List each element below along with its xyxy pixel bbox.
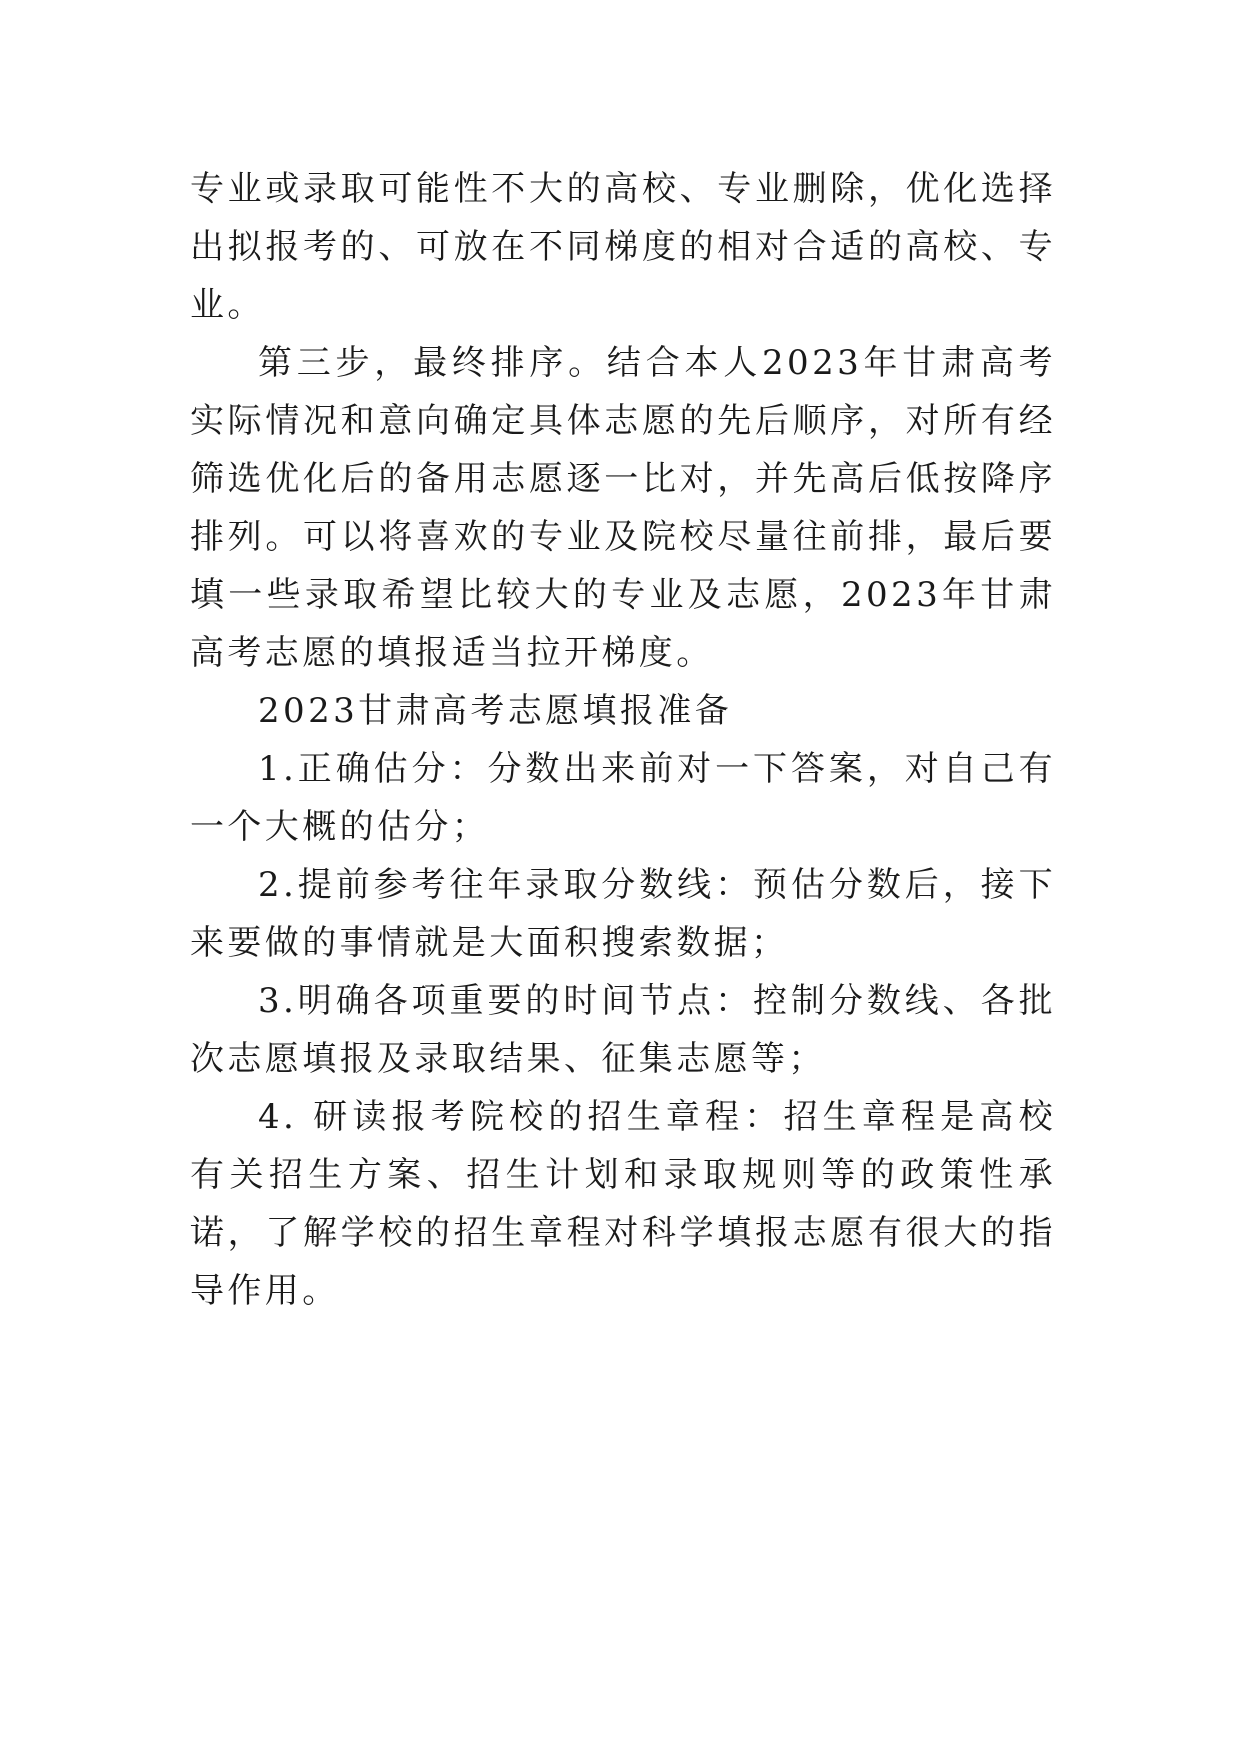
list-item-4: 4. 研读报考院校的招生章程：招生章程是高校有关招生方案、招生计划和录取规则等的政策性承诺，了解学校的招生章程对科学填报志愿有很大的指导作用。	[190, 1097, 1056, 1311]
section-heading: 2023甘肃高考志愿填报准备	[258, 691, 733, 731]
list-item-1: 1.正确估分：分数出来前对一下答案，对自己有一个大概的估分；	[190, 749, 1056, 847]
paragraph-step-three: 第三步，最终排序。结合本人2023年甘肃高考实际情况和意向确定具体志愿的先后顺序，对所有经筛选优化后的备用志愿逐一比对，并先高后低按降序排列。可以将喜欢的专业及院校尽量往前排，最后要填一些录取希望比较大的专业及志愿，2023年甘肃高考志愿的填报适当拉开梯度。	[190, 343, 1056, 673]
list-item-2: 2.提前参考往年录取分数线：预估分数后，接下来要做的事情就是大面积搜索数据；	[190, 865, 1056, 963]
paragraph-continuation: 专业或录取可能性不大的高校、专业删除，优化选择出拟报考的、可放在不同梯度的相对合适的高校、专业。	[190, 169, 1056, 325]
list-item-3: 3.明确各项重要的时间节点：控制分数线、各批次志愿填报及录取结果、征集志愿等；	[190, 981, 1056, 1079]
document-body	[190, 160, 1056, 1320]
